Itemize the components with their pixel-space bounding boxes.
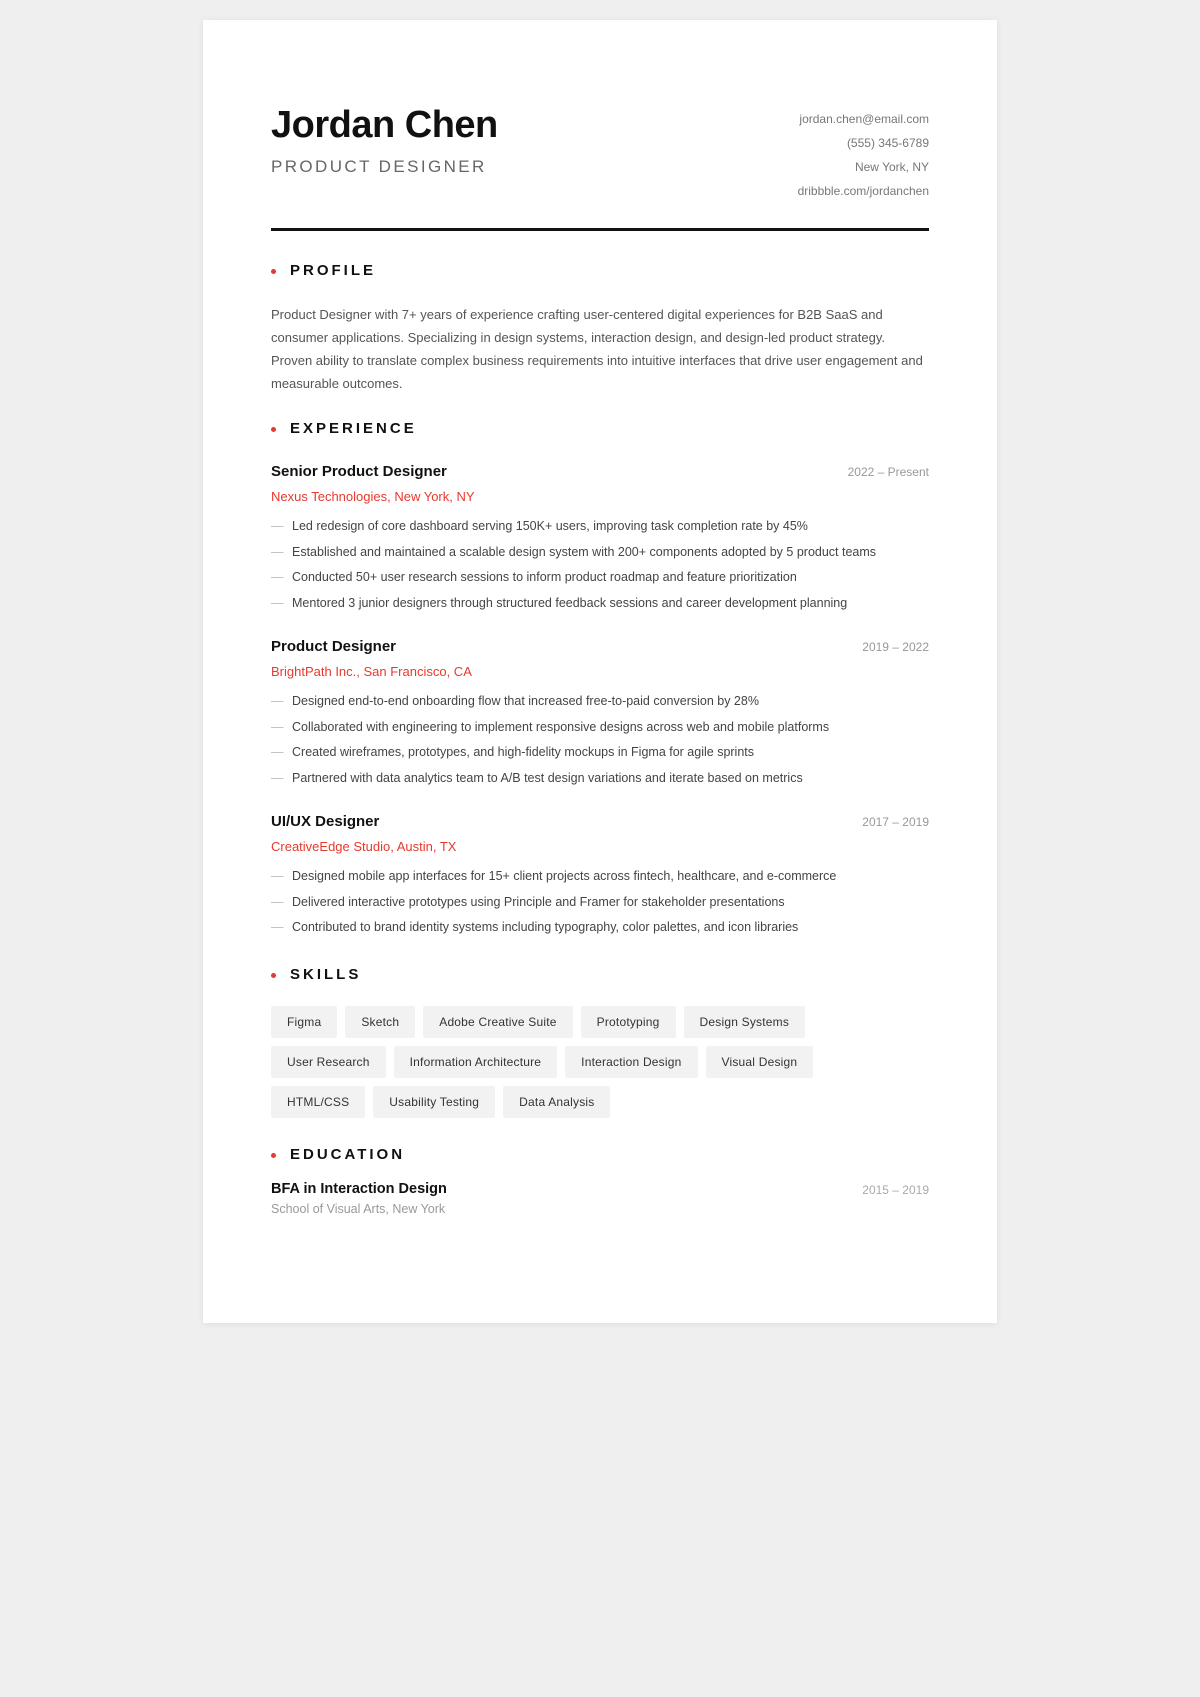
dash-icon: —	[271, 694, 284, 708]
contact-email: jordan.chen@email.com	[799, 112, 929, 126]
section-heading-skills	[271, 964, 361, 984]
skill-tag: Design Systems	[684, 1006, 806, 1038]
job-company: BrightPath Inc., San Francisco, CA	[271, 664, 472, 679]
job-bullet: — Established and maintained a scalable design system with 200+ components adopted by 5 product teams	[271, 544, 877, 559]
skill-tag: Interaction Design	[565, 1046, 697, 1078]
job-company: CreativeEdge Studio, Austin, TX	[271, 839, 457, 854]
profile-summary: Product Designer with 7+ years of experience crafting user-centered digital experiences for B2B SaaS and consumer applications. Specializing in design systems, interaction design, and design-led product strategy. Proven ability to translate complex business requirements into intuitive interfaces that drive user engagement and measurable outcomes.	[271, 307, 923, 391]
dash-icon: —	[271, 596, 284, 611]
job-title: Product Designer	[271, 638, 397, 655]
job-bullet: — Collaborated with engineering to implement responsive designs across web and mobile platforms	[271, 719, 830, 734]
skill-row	[271, 1046, 929, 1086]
skill-tag: User Research	[271, 1046, 386, 1078]
skills-list	[271, 1006, 929, 1126]
job-bullet: — Led redesign of core dashboard serving 150K+ users, improving task completion rate by 45%	[271, 519, 808, 533]
skill-tag: Sketch	[345, 1006, 415, 1038]
contact-phone: (555) 345-6789	[846, 136, 929, 150]
job-bullets	[271, 868, 929, 945]
section-bullet-icon	[271, 973, 276, 978]
job-bullets	[271, 693, 929, 796]
dash-icon: —	[271, 745, 284, 760]
skill-tag: Data Analysis	[503, 1086, 610, 1118]
dash-icon: —	[271, 894, 284, 909]
skill-tag: HTML/CSS	[271, 1086, 365, 1118]
job-bullet: — Mentored 3 junior designers through structured feedback sessions and career development planning	[271, 596, 848, 611]
job-title: Senior Product Designer	[271, 463, 447, 480]
candidate-name: Jordan Chen	[271, 104, 498, 146]
resume-header	[271, 88, 929, 231]
skill-tag: Usability Testing	[373, 1086, 495, 1118]
skill-tag: Information Architecture	[394, 1046, 558, 1078]
skill-tag: Figma	[271, 1006, 337, 1038]
job-bullet: — Created wireframes, prototypes, and high-fidelity mockups in Figma for agile sprints	[271, 745, 755, 760]
job-bullet: — Designed mobile app interfaces for 15+ client projects across fintech, healthcare, and e-commerce	[271, 869, 837, 883]
job-bullet: — Contributed to brand identity systems including typography, color palettes, and icon libraries	[271, 920, 799, 935]
job-bullet: — Conducted 50+ user research sessions to inform product roadmap and feature prioritization	[271, 570, 797, 585]
section-label: SKILLS	[290, 965, 362, 983]
job-bullet: — Delivered interactive prototypes using Principle and Framer for stakeholder presentations	[271, 894, 785, 909]
candidate-role: PRODUCT DESIGNER	[271, 157, 487, 176]
job-bullet: — Partnered with data analytics team to A/B test design variations and iterate based on metrics	[271, 771, 803, 786]
dash-icon: —	[271, 869, 284, 883]
skill-row	[271, 1086, 929, 1126]
contact-portfolio: dribbble.com/jordanchen	[797, 184, 929, 198]
dash-icon: —	[271, 519, 284, 533]
education-dates: 2015 – 2019	[862, 1183, 929, 1197]
education-degree: BFA in Interaction Design	[271, 1181, 447, 1197]
job-title: UI/UX Designer	[271, 813, 380, 830]
experience-entry	[271, 638, 929, 796]
section-heading-experience	[271, 418, 417, 438]
education-school: School of Visual Arts, New York	[271, 1202, 446, 1216]
dash-icon: —	[271, 719, 284, 734]
dash-icon: —	[271, 771, 284, 786]
job-bullets	[271, 518, 929, 621]
skill-tag: Prototyping	[581, 1006, 676, 1038]
dash-icon: —	[271, 570, 284, 585]
experience-entry	[271, 813, 929, 945]
job-company: Nexus Technologies, New York, NY	[271, 489, 475, 504]
job-bullet: — Designed end-to-end onboarding flow that increased free-to-paid conversion by 28%	[271, 694, 759, 708]
section-label: EDUCATION	[290, 1145, 406, 1163]
section-bullet-icon	[271, 269, 276, 274]
dash-icon: —	[271, 920, 284, 935]
skill-row	[271, 1006, 929, 1046]
experience-entry	[271, 463, 929, 621]
job-dates: 2022 – Present	[847, 465, 929, 479]
skill-tag: Visual Design	[706, 1046, 814, 1078]
dash-icon: —	[271, 544, 284, 559]
contact-location: New York, NY	[854, 160, 929, 174]
section-bullet-icon	[271, 1153, 276, 1158]
section-label: EXPERIENCE	[290, 419, 417, 437]
resume-content	[271, 88, 929, 1216]
contact-info	[798, 112, 929, 208]
job-dates: 2019 – 2022	[862, 640, 929, 654]
job-dates: 2017 – 2019	[862, 815, 929, 829]
section-label: PROFILE	[290, 261, 377, 279]
skill-tag: Adobe Creative Suite	[423, 1006, 572, 1038]
section-heading-profile	[271, 260, 376, 280]
resume-page	[203, 20, 997, 1323]
section-heading-education	[271, 1144, 405, 1164]
section-bullet-icon	[271, 427, 276, 432]
